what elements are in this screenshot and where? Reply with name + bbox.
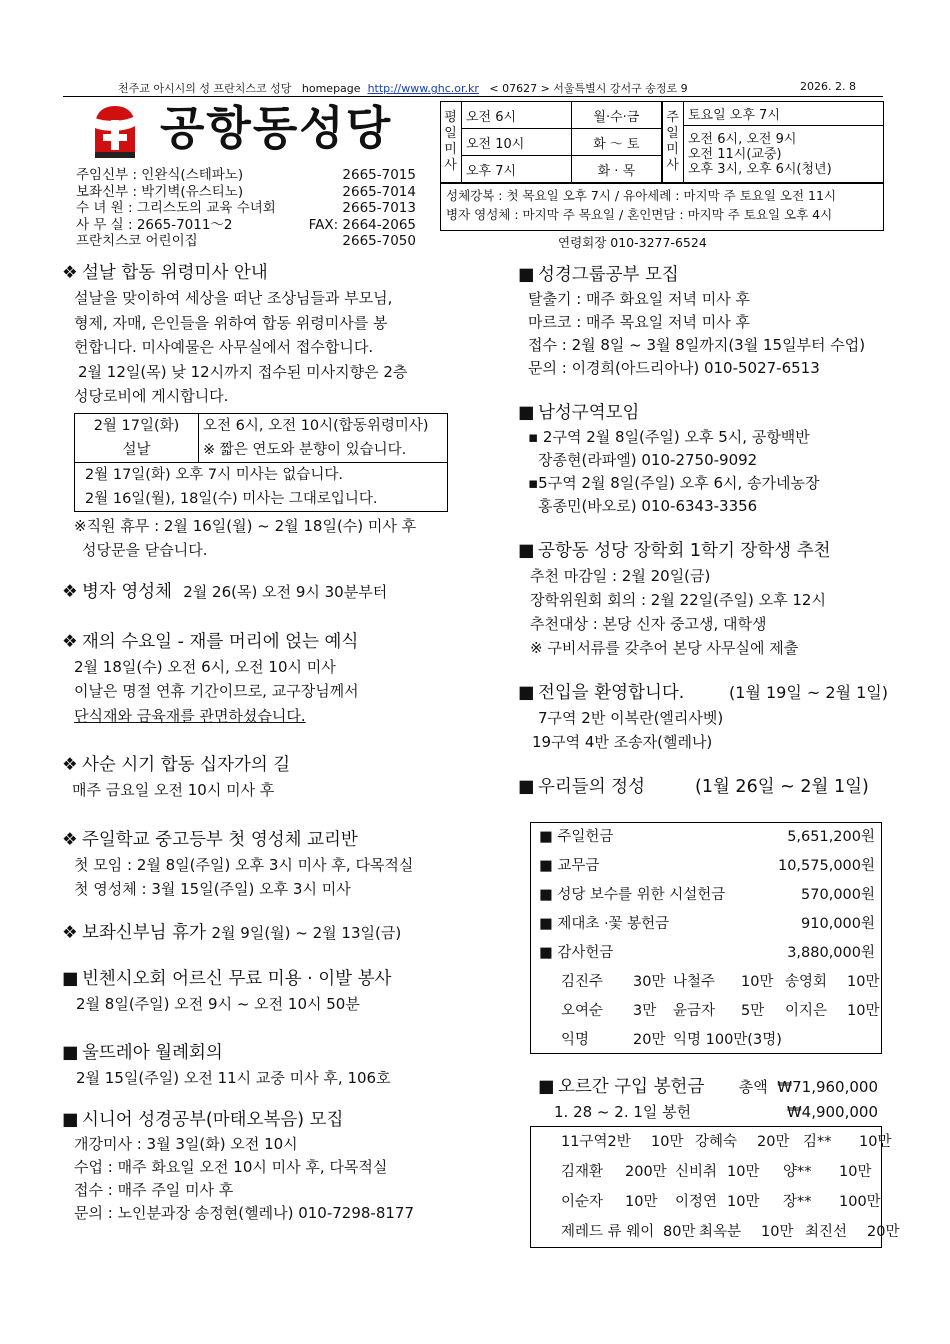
- body-line: 7구역 2반 이복란(엘리사벳): [538, 709, 724, 727]
- staff-role: 수 녀 원 : 그리스도의 교육 수녀회: [76, 200, 276, 216]
- section-period: (1월 19일 ~ 2월 1일): [729, 683, 888, 702]
- square-bullet-icon: ■: [539, 916, 558, 932]
- body-line: 매주 금요일 오전 10시 미사 후: [72, 781, 275, 799]
- total-label: 총액: [738, 1078, 768, 1096]
- weekday-mass-label: [441, 102, 462, 183]
- body-line: 마르코 : 매주 목요일 저녁 미사 후: [528, 313, 751, 331]
- right-column: [518, 262, 888, 800]
- donor-name: 김**: [803, 1134, 832, 1150]
- section-title-text: 남성구역모임: [538, 403, 640, 423]
- section-title: [62, 920, 482, 946]
- donor-amount: 200만: [625, 1164, 667, 1180]
- bulletin-date: 2026. 2. 8: [800, 80, 856, 93]
- donor-amount: 10만: [741, 974, 774, 990]
- body-line: 첫 모임 : 2월 8일(주일) 오후 3시 미사 후, 다목적실: [74, 855, 414, 874]
- donor-amount: 10만: [651, 1134, 684, 1150]
- offering-label: 주일헌금: [557, 829, 614, 845]
- section-title: [518, 262, 888, 288]
- section-detail: 2월 9일(월) ~ 2월 13일(금): [211, 923, 402, 942]
- memorial-detail: [199, 413, 448, 462]
- section-title: [518, 774, 888, 800]
- body-line-underlined: 단식재와 금육재를 관면하셨습니다.: [74, 706, 306, 725]
- section-title: [62, 827, 482, 853]
- staff-list: [76, 167, 416, 250]
- weekday-mass-days: 화 · 목: [571, 156, 661, 183]
- sunday-mass-times: [684, 126, 884, 183]
- donor-name: 윤금자: [673, 1003, 716, 1019]
- donor-amount: 10만: [727, 1164, 760, 1180]
- address: < 07627 > 서울특별시 강서구 송정로 9: [489, 82, 688, 95]
- square-bullet-icon: ■: [518, 541, 535, 561]
- offering-label: 교무금: [557, 858, 600, 874]
- square-bullet-icon: ■: [538, 1077, 555, 1097]
- memorial-date-text: 2월 17일(화): [93, 417, 180, 434]
- weekday-mass-time: 오전 10시: [462, 129, 572, 156]
- body-line: 성당로비에 게시합니다.: [74, 387, 229, 405]
- memorial-mass-time: 오전 6시, 오전 10시(합동위령미사): [203, 417, 429, 434]
- section-title-text: 오르간 구입 봉헌금: [558, 1077, 705, 1097]
- donor-amount: 30만: [633, 974, 666, 990]
- diamond-bullet-icon: ❖: [62, 263, 78, 283]
- homepage-label: homepage: [301, 82, 361, 95]
- donor-name: 강혜숙: [695, 1134, 738, 1150]
- donor-amount: 10만: [761, 1224, 794, 1240]
- header-divider: [63, 96, 883, 97]
- donor-name: 최진선: [805, 1224, 848, 1240]
- church-logo-icon: [93, 104, 137, 160]
- weekday-mass-time: 오후 7시: [462, 156, 572, 183]
- header-info-line: [118, 80, 688, 96]
- square-bullet-icon: ■: [539, 858, 558, 874]
- memorial-extra-line: 2월 16일(월), 18일(수) 미사는 그대로입니다.: [85, 490, 378, 507]
- square-bullet-icon: ■: [539, 829, 558, 845]
- section-title: [62, 260, 482, 286]
- donor-name: 송영회: [785, 974, 828, 990]
- body-line: 문의 : 이경희(아드리아나) 010-5027-6513: [528, 359, 820, 377]
- weekday-mass-days: 월·수·금: [571, 102, 661, 129]
- section-title: [518, 400, 888, 426]
- memorial-day-text: 설날: [122, 441, 151, 458]
- body-line: 설날을 맞이하여 세상을 떠난 조상님들과 부모님,: [74, 289, 393, 307]
- body-line: 장종현(라파엘) 010-2750-9092: [538, 451, 758, 469]
- square-bullet-icon: ■: [518, 777, 535, 797]
- offering-label: 제대초 ·꽃 봉헌금: [557, 916, 670, 932]
- weekday-mass-time: 오전 6시: [462, 102, 572, 129]
- donor-name: 제레드 류 웨이: [561, 1224, 655, 1240]
- offering-item: [531, 823, 881, 852]
- section-title: [62, 966, 482, 992]
- left-column: [62, 260, 482, 1225]
- memorial-extra-line: 2월 17일(화) 오후 7시 미사는 없습니다.: [85, 466, 343, 483]
- square-bullet-icon: ■: [518, 265, 535, 285]
- sunday-mass-line: 오전 6시, 오전 9시: [688, 131, 797, 147]
- memorial-note: ※ 짧은 연도와 분향이 있습니다.: [203, 441, 407, 458]
- donor-name: 이정연: [675, 1194, 718, 1210]
- memorial-extra: [75, 462, 448, 511]
- donor-amount: 80만: [663, 1224, 696, 1240]
- body-line: 접수 : 매주 주일 미사 후: [74, 1180, 234, 1199]
- section-title: [538, 1074, 878, 1100]
- staff-phone: FAX: 2664-2065: [308, 216, 416, 233]
- body-line: 헌합니다. 미사예물은 사무실에서 접수합니다.: [74, 338, 374, 356]
- sacraments-box: [440, 183, 884, 231]
- body-line: 2월 15일(주일) 오전 11시 교중 미사 후, 106호: [76, 1069, 391, 1087]
- square-bullet-icon: ■: [539, 887, 558, 903]
- offering-item: [531, 910, 881, 939]
- weekday-mass-days: 화 ～ 토: [571, 129, 661, 156]
- sacraments-line: 병자 영성체 : 마지막 주 목요일 / 혼인면담 : 마지막 주 토요일 오후 4시: [446, 207, 833, 222]
- weekday-mass-label-text: 평일미사: [444, 110, 457, 173]
- diamond-bullet-icon: ❖: [62, 631, 78, 652]
- sunday-mass-label: [663, 102, 684, 183]
- body-line: 개강미사 : 3월 3일(화) 오전 10시: [74, 1134, 298, 1153]
- staff-phone: 2665-7015: [342, 167, 416, 183]
- body-line: 탈출기 : 매주 화요일 저녁 미사 후: [528, 290, 751, 308]
- donor-grid: [531, 968, 881, 1055]
- body-line: 접수 : 2월 8일 ~ 3월 8일까지(3월 15일부터 수업): [528, 336, 866, 354]
- section-title: [62, 1040, 482, 1066]
- saturday-mass-time: 토요일 오후 7시: [684, 102, 884, 126]
- square-bullet-icon: ■: [62, 968, 79, 989]
- relief-donor-box: [530, 1126, 900, 1248]
- body-line: 추천대상 : 본당 신자 중고생, 대학생: [530, 615, 767, 633]
- body-line: ▪5구역 2월 8일(주일) 오후 6시, 송가네농장: [528, 474, 820, 492]
- body-line: 홍종민(바오로) 010-6343-3356: [538, 497, 758, 515]
- body-line: ▪ 2구역 2월 8일(주일) 오후 5시, 공항백반: [528, 428, 810, 446]
- staff-row: [76, 167, 416, 184]
- staff-phone: 2665-7013: [342, 200, 416, 216]
- offering-label: 성당 보수를 위한 시설헌금: [557, 887, 726, 903]
- relief-period-text: 1. 28 ~ 2. 1일 봉헌: [554, 1103, 692, 1121]
- donor-name: 최옥분: [699, 1224, 742, 1240]
- body-line: 문의 : 노인분과장 송정현(헬레나) 010-7298-8177: [74, 1203, 415, 1222]
- square-bullet-icon: ■: [62, 1043, 79, 1063]
- donor-name: 김재환: [561, 1164, 604, 1180]
- diamond-bullet-icon: ❖: [62, 581, 78, 602]
- donor-amount: 10만: [847, 974, 880, 990]
- donor-name: 이순자: [561, 1194, 604, 1210]
- donor-amount: 5만: [741, 1003, 765, 1019]
- offering-amount: 570,000원: [801, 887, 875, 903]
- donor-name: 11구역2반: [561, 1134, 631, 1150]
- donor-name: 익명 100만(3명): [673, 1032, 782, 1048]
- relief-header: [538, 1074, 878, 1124]
- homepage-link[interactable]: http://www.ghc.or.kr: [367, 82, 479, 95]
- relief-period: [538, 1100, 878, 1124]
- section-title-text: 설날 합동 위령미사 안내: [82, 263, 268, 283]
- body-line: 이날은 명절 연휴 기간이므로, 교구장님께서: [74, 682, 359, 700]
- sunday-mass-label-text: 주일미사: [666, 110, 679, 173]
- section-title-text: 사순 시기 합동 십자가의 길: [82, 755, 291, 775]
- section-title-text: 울뜨레아 월례회의: [82, 1043, 223, 1063]
- section-period: (1월 26일 ~ 2월 1일): [695, 777, 869, 797]
- section-title: [62, 1107, 482, 1133]
- donor-name: 익명: [561, 1032, 590, 1048]
- section-title-text: 성경그룹공부 모집: [538, 265, 679, 285]
- section-title-text: 빈첸시오회 어르신 무료 미용 · 이발 봉사: [82, 968, 392, 989]
- offering-amount: 910,000원: [801, 916, 875, 932]
- donor-amount: 20만: [633, 1032, 666, 1048]
- memorial-date: [75, 413, 199, 462]
- body-line: 장학위원회 회의 : 2월 22일(주일) 오후 12시: [530, 591, 826, 609]
- body-line: 2월 12일(목) 낮 12시까지 접수된 미사지향은 2층: [78, 362, 408, 381]
- staff-row: [76, 200, 416, 217]
- body-line: ※직원 휴무 : 2월 16일(월) ~ 2월 18일(수) 미사 후: [74, 516, 417, 535]
- body-line: 성당문을 닫습니다.: [82, 541, 208, 559]
- diamond-bullet-icon: ❖: [62, 922, 78, 943]
- donor-amount: 10만: [625, 1194, 658, 1210]
- staff-row: [76, 184, 416, 201]
- total-amount: ₩71,960,000: [777, 1078, 878, 1096]
- staff-phone: 2665-7014: [342, 183, 416, 200]
- square-bullet-icon: ■: [539, 945, 558, 961]
- donor-amount: 10만: [839, 1164, 872, 1180]
- sunday-mass-line: 오전 11시(교중): [688, 146, 782, 162]
- section-detail: 2월 26(목) 오전 9시 30분부터: [183, 582, 388, 601]
- church-title: 공항동성당: [160, 101, 393, 155]
- relief-row: [531, 1217, 900, 1247]
- body-line: 첫 영성체 : 3월 15일(주일) 오후 3시 미사: [74, 880, 351, 898]
- staff-row: [76, 233, 416, 250]
- staff-role: 주임신부 : 인완식(스테파노): [76, 167, 244, 183]
- offering-item: [531, 939, 881, 968]
- memorial-mass-table: [74, 413, 448, 512]
- section-title: [62, 629, 482, 655]
- section-title-text: 주일학교 중고등부 첫 영성체 교리반: [82, 829, 358, 850]
- church-full-name: 천주교 아시시의 성 프란치스코 성당: [118, 82, 292, 95]
- square-bullet-icon: ■: [62, 1109, 79, 1130]
- offering-amount: 3,880,000원: [787, 945, 875, 961]
- sunday-mass-table: [662, 101, 884, 183]
- donor-amount: 100만: [839, 1194, 881, 1210]
- donor-name: 김진주: [561, 974, 604, 990]
- donor-name: 신비취: [675, 1164, 718, 1180]
- donor-name: 이지은: [785, 1003, 828, 1019]
- offering-label: 감사헌금: [557, 945, 614, 961]
- section-title: [62, 579, 482, 605]
- donor-amount: 10만: [859, 1134, 892, 1150]
- donor-name: 오여순: [561, 1003, 604, 1019]
- section-title-text: 공항동 성당 장학회 1학기 장학생 추천: [538, 541, 831, 561]
- relief-row: [531, 1187, 881, 1217]
- body-line: 19구역 4반 조송자(헬레나): [532, 733, 713, 751]
- donor-name: 장**: [783, 1194, 812, 1210]
- donor-amount: 3만: [633, 1003, 657, 1019]
- sunday-mass-line: 오후 3시, 오후 6시(청년): [688, 161, 832, 177]
- staff-role: 프란치스코 어린이집: [76, 233, 198, 249]
- square-bullet-icon: ■: [518, 683, 535, 703]
- relief-row: [531, 1127, 892, 1157]
- body-line: 2월 18일(수) 오전 6시, 오전 10시 미사: [74, 657, 336, 676]
- section-title-text: 보좌신부님 휴가: [82, 922, 206, 943]
- offering-item: [531, 881, 881, 910]
- funeral-president: 연령회장 010-3277-6524: [558, 235, 707, 250]
- body-line: 수업 : 매주 화요일 오전 10시 미사 후, 다목적실: [74, 1157, 388, 1176]
- donor-amount: 10만: [847, 1003, 880, 1019]
- square-bullet-icon: ■: [518, 403, 535, 423]
- staff-role: 보좌신부 : 박기벽(유스티노): [76, 183, 244, 200]
- diamond-bullet-icon: ❖: [62, 755, 78, 775]
- donor-name: 양**: [783, 1164, 812, 1180]
- section-title-text: 시니어 성경공부(마태오복음) 모집: [82, 1109, 344, 1130]
- section-title-text: 우리들의 정성: [538, 777, 645, 797]
- section-title-text: 재의 수요일 - 재를 머리에 얹는 예식: [82, 631, 359, 652]
- sacraments-line: 성체강복 : 첫 목요일 오후 7시 / 유아세례 : 마지막 주 토요일 오전 11시: [446, 188, 837, 203]
- donor-amount: 10만: [727, 1194, 760, 1210]
- body-line: 2월 8일(주일) 오전 9시 ~ 오전 10시 50분: [76, 994, 360, 1013]
- offering-amount: 5,651,200원: [787, 829, 875, 845]
- donor-name: 나철주: [673, 974, 716, 990]
- section-title-text: 병자 영성체: [82, 581, 173, 602]
- donor-amount: 20만: [757, 1134, 790, 1150]
- offering-box: [530, 822, 882, 1054]
- relief-period-amount: ₩4,900,000: [786, 1103, 878, 1121]
- section-title: [518, 680, 888, 706]
- weekday-mass-table: [440, 101, 662, 183]
- offering-item: [531, 852, 881, 881]
- offering-amount: 10,575,000원: [777, 858, 875, 874]
- body-line: 추천 마감일 : 2월 20일(금): [530, 567, 711, 585]
- body-line: ※ 구비서류를 갖추어 본당 사무실에 제출: [530, 639, 799, 657]
- relief-row: [531, 1157, 881, 1187]
- diamond-bullet-icon: ❖: [62, 829, 78, 850]
- staff-phone: 2665-7050: [342, 233, 416, 249]
- donor-amount: 20만: [867, 1224, 900, 1240]
- section-title: [518, 538, 888, 564]
- staff-row: [76, 217, 416, 234]
- staff-role: 사 무 실 : 2665-7011～2: [76, 216, 233, 233]
- section-title: [62, 752, 482, 778]
- section-title-text: 전입을 환영합니다.: [538, 683, 685, 703]
- body-line: 형제, 자매, 은인들을 위하여 합동 위령미사를 봉: [74, 313, 388, 332]
